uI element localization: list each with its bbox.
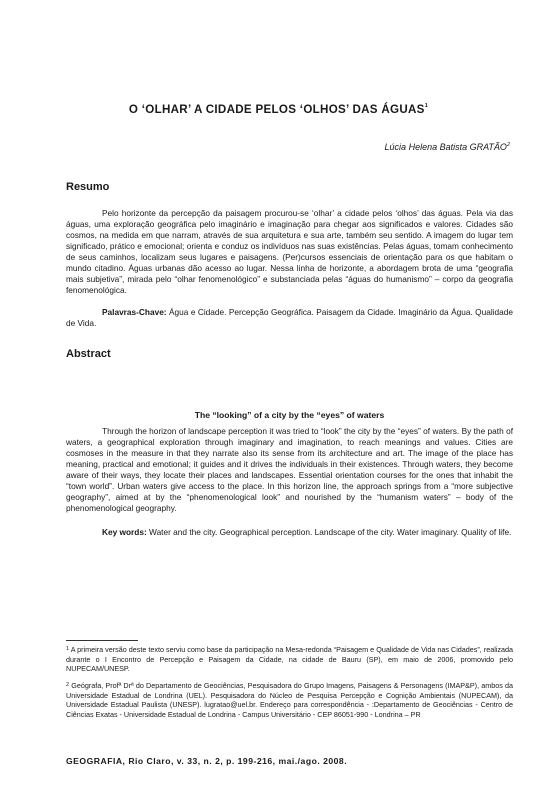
- author-footnote-marker[interactable]: 2: [506, 142, 510, 148]
- footnote-2: [66, 681, 513, 719]
- author-name: Lúcia Helena Batista GRATÃO: [384, 142, 507, 152]
- resumo-keywords-label: Palavras-Chave:: [102, 307, 167, 317]
- footnote-2-text: Geógrafa, Profª Drª do Departamento de Geociências, Pesquisadora do Grupo Imagens, Paisagens & Personagens (IMAP&P), ambos da Universidade Estadual de Londrina (UEL). Pesquisadora do Núcleo de Pesquisa Percepção e Cognição Ambientais (NUPECAM), da Universidade Estadual Paulista (UNESP). lugratao@uel.br. Endereço para correspondência - :Departamento de Geociências - Centro de Ciências Exatas - Universidade Estadual de Londrina - Campus Universitário - CEP 86051-990 - Londrina – PR: [66, 681, 513, 719]
- journal-citation-footer: GEOGRAFIA, Rio Claro, v. 33, n. 2, p. 199-216, mai./ago. 2008.: [66, 756, 348, 766]
- abstract-keywords-text: Water and the city. Geographical perception. Landscape of the city. Water imaginary. Quality of life.: [149, 527, 512, 537]
- abstract-keywords-label: Key words:: [102, 527, 147, 537]
- abstract-heading: Abstract: [66, 348, 111, 360]
- footnote-2-number: 2: [66, 682, 70, 688]
- resumo-heading: Resumo: [66, 181, 110, 193]
- article-title-text: O ‘OLHAR’ A CIDADE PELOS ‘OLHOS’ DAS ÁGUAS: [128, 103, 425, 116]
- footnote-divider: [66, 640, 138, 641]
- title-footnote-marker[interactable]: 1: [424, 103, 429, 109]
- footnote-1: [66, 645, 513, 674]
- abstract-body: Through the horizon of landscape perception it was tried to “look” the city by the “eyes” of waters. By the path of waters, a geographical exploration through imaginary and imagination, to reach meanings and values. Cities are cosmoses in the measure in that they narrate also its sense from its architecture and art. The image of the place has meaning, practical and emotional; it guides and it drives the individuals in their existences. Through waters, they become aware of their ways, they locate their places and landscapes. Essential orientation courses for the ones that inhabit the “town world”. Urban waters give access to the place. In this horizon line, the approach springs from a “more subjective geography”, aimed at by the “phenomenological look” and nourished by the “humanism waters” – body of the phenomenological geography.: [66, 426, 513, 513]
- resumo-keywords-text: Água e Cidade. Percepção Geográfica. Paisagem da Cidade. Imaginário da Água. Qualidade de Vida.: [66, 307, 514, 328]
- abstract-subtitle: The “looking” of a city by the “eyes” of waters: [194, 410, 385, 420]
- article-title: [60, 103, 497, 116]
- author-line: [385, 142, 510, 152]
- abstract-keywords: [66, 527, 513, 538]
- footnote-1-number: 1: [66, 646, 70, 652]
- resumo-keywords: [66, 307, 513, 329]
- footnote-1-text: A primeira versão deste texto serviu como base da participação na Mesa-redonda “Paisagem e Qualidade de Vida nas Cidades”, realizada durante o I Encontro de Percepção e Paisagem da Cidade, na cidade de Bauru (SP), em maio de 2006, promovido pelo NUPECAM/UNESP.: [66, 645, 513, 674]
- resumo-body: Pelo horizonte da percepção da paisagem procurou-se ‘olhar’ a cidade pelos ‘olhos’ das águas. Pela via das águas, uma exploração geográfica pelo imaginário e imaginação para chegar aos significados e valores. Cidades são cosmos, na medida em que narram, através de sua arquitetura e sua arte, também seu sentido. A imagem do lugar tem significado, prático e emocional; orienta e conduz os indivíduos nas suas existências. Pelas águas, tomam conhecimento de seus caminhos, localizam seus lugares e paisagens. (Per)cursos essenciais de orientação para os que habitam o mundo citadino. Águas urbanas dão acesso ao lugar. Nessa linha de horizonte, a abordagem brota de uma “geografia mais subjetiva”, mirada pelo “olhar fenomenológico” e substanciada pelas “águas do humanismo” – corpo da geografia fenomenológica.: [66, 208, 513, 295]
